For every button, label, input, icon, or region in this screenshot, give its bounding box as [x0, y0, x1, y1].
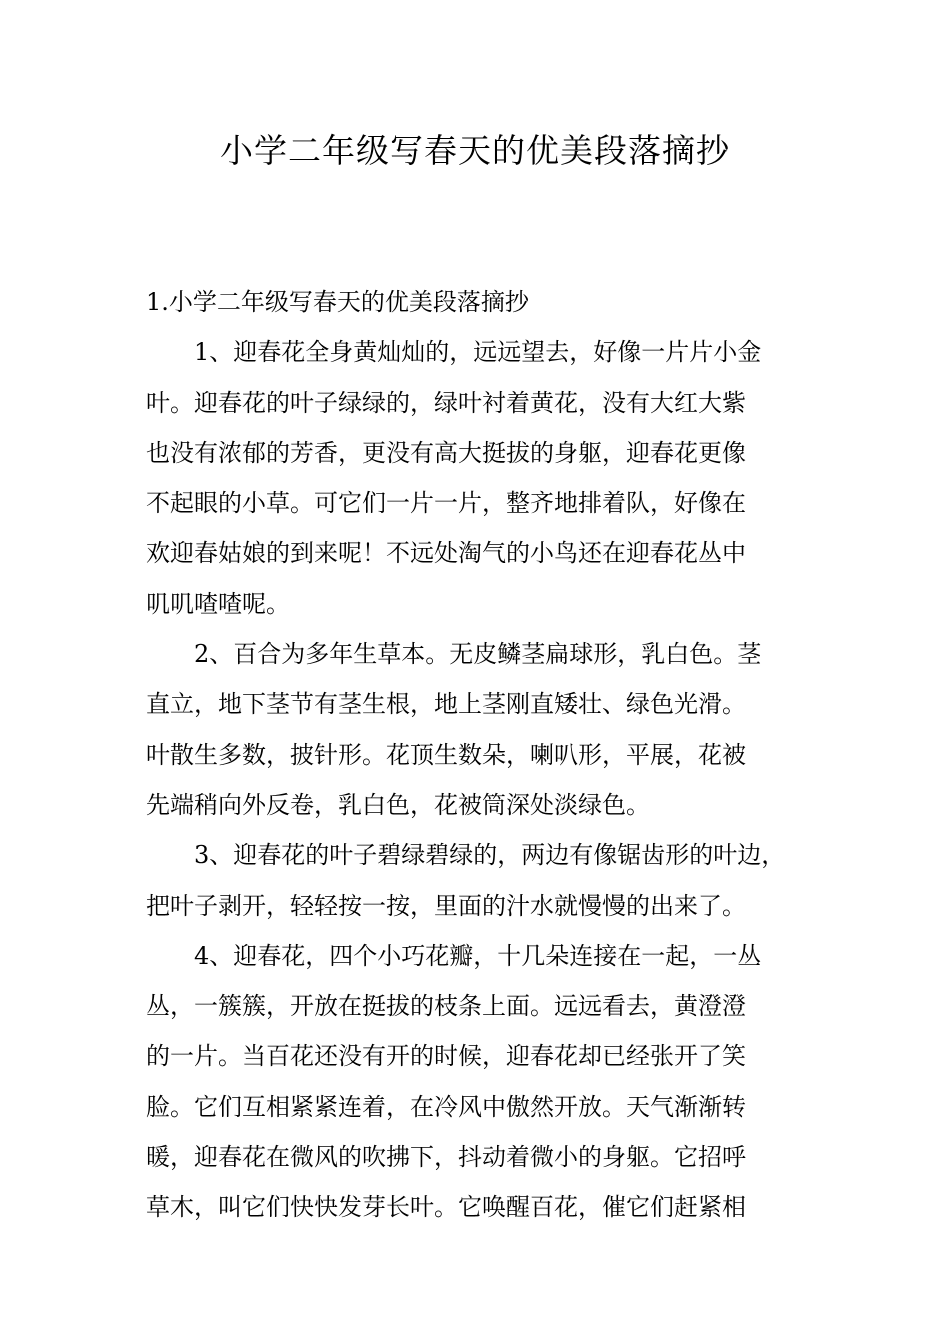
paragraph-line: 2、百合为多年生草本。无皮鳞茎扁球形，乳白色。茎 — [194, 640, 762, 669]
paragraph-line: 不起眼的小草。可它们一片一片，整齐地排着队，好像在 — [146, 489, 746, 518]
paragraph-line: 草木，叫它们快快发芽长叶。它唤醒百花，催它们赶紧相 — [146, 1193, 746, 1222]
paragraph-line: 叶。迎春花的叶子绿绿的，绿叶衬着黄花，没有大红大紫 — [146, 388, 746, 417]
paragraph-line: 先端稍向外反卷，乳白色，花被筒深处淡绿色。 — [146, 790, 650, 819]
paragraph-line: 叽叽喳喳呢。 — [146, 589, 290, 618]
paragraph-1 — [146, 327, 824, 629]
paragraph-line: 直立，地下茎节有茎生根，地上茎刚直矮壮、绿色光滑。 — [146, 690, 746, 719]
paragraph-2 — [146, 629, 824, 830]
paragraph-line: 脸。它们互相紧紧连着，在冷风中傲然开放。天气渐渐转 — [146, 1092, 746, 1121]
paragraph-4 — [146, 931, 824, 1233]
paragraph-line: 把叶子剥开，轻轻按一按，里面的汁水就慢慢的出来了。 — [146, 891, 746, 920]
document-title: 小学二年级写春天的优美段落摘抄 — [220, 131, 730, 170]
paragraph-line: 3、迎春花的叶子碧绿碧绿的，两边有像锯齿形的叶边， — [194, 841, 786, 870]
paragraph-line: 叶散生多数，披针形。花顶生数朵，喇叭形，平展，花被 — [146, 740, 746, 769]
paragraph-line: 1、迎春花全身黄灿灿的，远远望去，好像一片片小金 — [194, 338, 762, 367]
paragraph-line: 欢迎春姑娘的到来呢！不远处淘气的小鸟还在迎春花丛中 — [146, 539, 746, 568]
paragraph-line: 丛，一簇簇，开放在挺拔的枝条上面。远远看去，黄澄澄 — [146, 992, 746, 1021]
paragraph-line: 的一片。当百花还没有开的时候，迎春花却已经张开了笑 — [146, 1042, 746, 1071]
section-heading: 1.小学二年级写春天的优美段落摘抄 — [146, 288, 529, 316]
document-body — [146, 277, 824, 1233]
paragraph-line: 暖，迎春花在微风的吹拂下，抖动着微小的身躯。它招呼 — [146, 1143, 746, 1172]
paragraph-3 — [146, 830, 824, 931]
paragraph-line: 4、迎春花，四个小巧花瓣，十几朵连接在一起，一丛 — [194, 941, 762, 970]
paragraph-line: 也没有浓郁的芳香，更没有高大挺拔的身躯，迎春花更像 — [146, 438, 746, 467]
